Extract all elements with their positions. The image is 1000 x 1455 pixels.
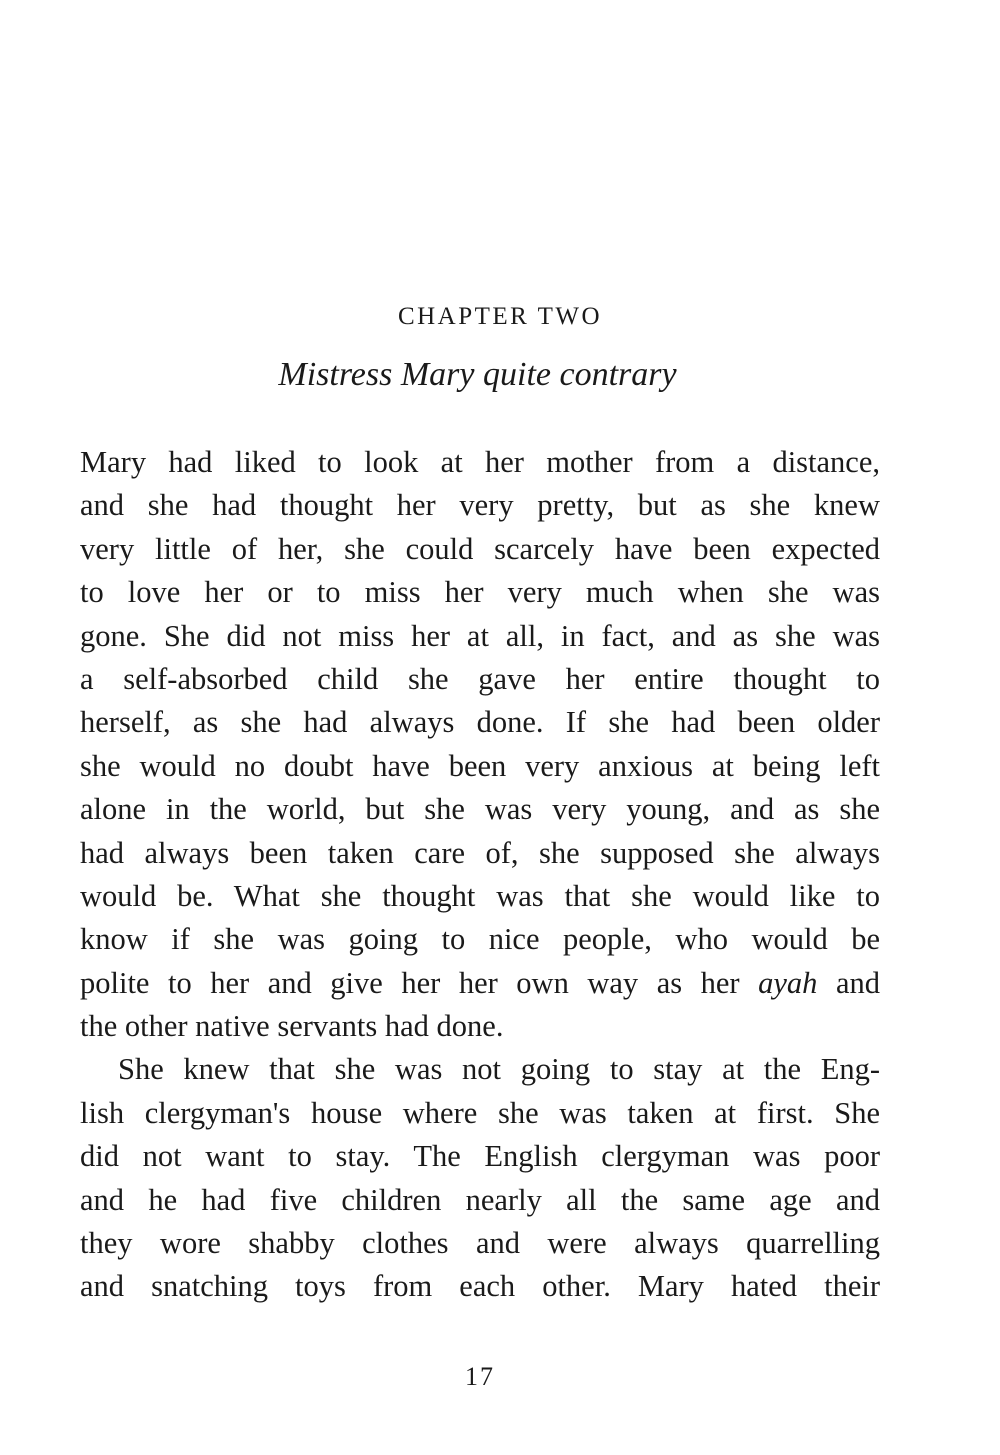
- text-line: She knew that she was not going to stay at the Eng-: [118, 1052, 880, 1087]
- text-line: very little of her, she could scarcely have been expected: [80, 531, 880, 566]
- text-line: would be. What she thought was that she would like to: [80, 878, 880, 913]
- text-line: herself, as she had always done. If she had been older: [80, 705, 880, 740]
- paragraph-2: [80, 1048, 880, 1308]
- line-text-after: and: [817, 965, 880, 1000]
- text-line-with-italic: [80, 962, 880, 1005]
- chapter-heading: CHAPTER TWO: [397, 303, 603, 330]
- body-text: [80, 441, 880, 1309]
- text-line: and she had thought her very pretty, but as she knew: [80, 488, 880, 523]
- italic-word: ayah: [758, 965, 818, 1000]
- page-number: 17: [465, 1362, 495, 1391]
- chapter-title: Mistress Mary quite contrary: [278, 356, 677, 393]
- text-line: a self-absorbed child she gave her entire thought to: [80, 661, 880, 696]
- text-line: know if she was going to nice people, who would be: [80, 922, 880, 957]
- text-line: gone. She did not miss her at all, in fact, and as she was: [80, 618, 880, 653]
- text-line: she would no doubt have been very anxious at being left: [80, 748, 880, 783]
- line-text-before: polite to her and give her her own way as her: [80, 965, 759, 1000]
- text-line: the other native servants had done.: [80, 1009, 504, 1044]
- text-line: and snatching toys from each other. Mary hated their: [80, 1269, 880, 1304]
- paragraph-1: [80, 441, 880, 1048]
- text-line: and he had five children nearly all the same age and: [80, 1182, 880, 1217]
- text-line: did not want to stay. The English clergyman was poor: [80, 1139, 880, 1174]
- text-line: alone in the world, but she was very young, and as she: [80, 792, 880, 827]
- text-line: had always been taken care of, she supposed she always: [80, 835, 880, 870]
- text-line: lish clergyman's house where she was taken at first. She: [80, 1095, 880, 1130]
- text-line: Mary had liked to look at her mother from a distance,: [80, 445, 880, 479]
- text-line: they wore shabby clothes and were always quarrelling: [80, 1226, 880, 1261]
- text-line: to love her or to miss her very much when she was: [80, 575, 880, 610]
